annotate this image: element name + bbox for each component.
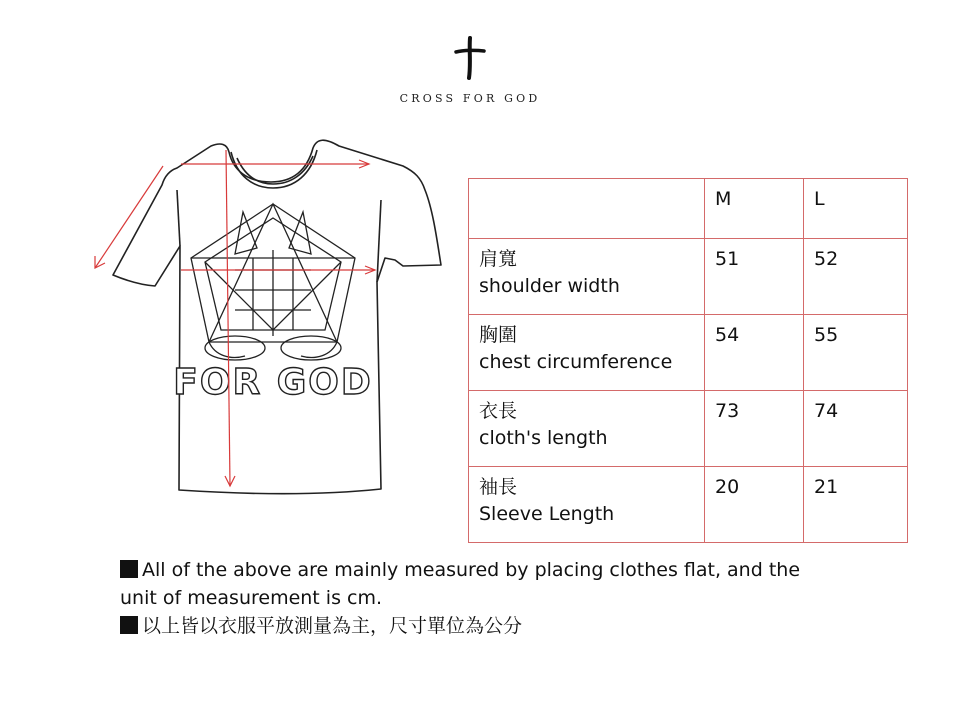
value-m: 73 — [705, 391, 804, 467]
measurement-label-en: cloth's length — [479, 427, 608, 449]
measurement-notes — [120, 556, 880, 640]
note-chinese-text: 以上皆以衣服平放測量為主，尺寸單位為公分 — [142, 615, 523, 637]
value-m: 20 — [705, 467, 804, 543]
size-header-l: L — [804, 179, 908, 239]
measurement-label — [469, 315, 705, 391]
value-l: 21 — [804, 467, 908, 543]
bullet-square-icon — [120, 616, 138, 634]
cross-icon — [450, 36, 490, 80]
size-table-header-blank — [469, 179, 705, 239]
brand-name: CROSS FOR GOD — [399, 92, 541, 105]
table-row — [469, 239, 908, 315]
measurement-label-zh: 胸圍 — [479, 324, 518, 346]
bullet-square-icon — [120, 560, 138, 578]
shirt-graphic — [191, 204, 355, 360]
measurement-lines — [95, 150, 375, 486]
shirt-graphic-text — [173, 362, 372, 403]
svg-text:FOR GOD: FOR GOD — [173, 362, 373, 403]
measurement-label — [469, 239, 705, 315]
size-header-m: M — [705, 179, 804, 239]
value-l: 52 — [804, 239, 908, 315]
measurement-label-en: chest circumference — [479, 351, 673, 373]
measurement-label — [469, 467, 705, 543]
note-english-line1: All of the above are mainly measured by placing clothes flat, and the — [142, 559, 801, 581]
value-m: 54 — [705, 315, 804, 391]
size-table — [468, 178, 908, 543]
table-row — [469, 467, 908, 543]
note-chinese — [120, 612, 880, 640]
value-l: 74 — [804, 391, 908, 467]
brand-header — [380, 36, 560, 105]
note-english-line2: unit of measurement is cm. — [120, 587, 383, 609]
table-row — [469, 391, 908, 467]
size-table-header-row — [469, 179, 908, 239]
measurement-label-zh: 肩寬 — [479, 248, 518, 270]
note-english — [120, 556, 880, 584]
value-m: 51 — [705, 239, 804, 315]
table-row — [469, 315, 908, 391]
measurement-label-zh: 衣長 — [479, 400, 518, 422]
value-l: 55 — [804, 315, 908, 391]
measurement-label-en: shoulder width — [479, 275, 620, 297]
measurement-label — [469, 391, 705, 467]
t-shirt-illustration — [85, 130, 455, 505]
t-shirt-outline — [113, 140, 441, 493]
measurement-label-zh: 袖長 — [479, 476, 518, 498]
measurement-label-en: Sleeve Length — [479, 503, 615, 525]
